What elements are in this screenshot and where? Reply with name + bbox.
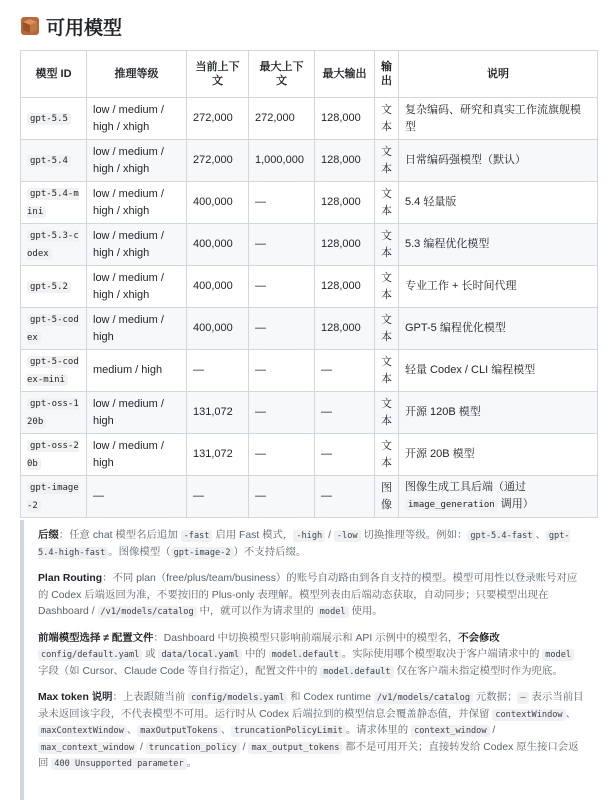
context-cell: 131,072 xyxy=(187,434,249,476)
max-output-cell: — xyxy=(315,392,375,434)
section-heading xyxy=(20,12,122,40)
note-plan-routing: Plan Routing：不同 plan（free/plus/team/business）的账号自动路由到各自支持的模型。模型可用性以登录账号对应的 Codex 后端返回为准，不要按旧的 Plus-only 表理解。模型列表由后端动态获取，自动同步；只要模型出现在 Dashboard / /v1/models/catalog 中，就可以作为请求里的 model 使用。 xyxy=(38,573,578,617)
note-suffix: 后缀：任意 chat 模型名后追加 -fast 启用 Fast 模式， -high / -low 切换推理等级。例如： gpt-5.4-fast 、 gpt-5.4-high-fast 。图像模型（ gpt-image-2 ）不支持后缀。 xyxy=(38,530,570,558)
table-row xyxy=(21,98,598,140)
output-cell: 文本 xyxy=(375,392,399,434)
max-output-cell: 128,000 xyxy=(315,308,375,350)
reasoning-cell: low / medium / high / xhigh xyxy=(87,266,187,308)
reasoning-cell: low / medium / high xyxy=(87,392,187,434)
table-row xyxy=(21,266,598,308)
note-frontend-model: 前端模型选择 ≠ 配置文件：Dashboard 中切换模型只影响前端展示和 API 示例中的模型名，不会修改 config/default.yaml 或 data/local.yaml 中的 model.default 。实际使用哪个模型取决于客户端请求中的 model 字段（如 Cursor、Claude Code 等自行指定），配置文件中的 model.default 仅在客户端未指定模型时作为兜底。 xyxy=(38,631,587,681)
max-context-cell: — xyxy=(249,434,315,476)
max-context-cell: — xyxy=(249,476,315,518)
max-output-cell: — xyxy=(315,350,375,392)
header-context: 当前上下文 xyxy=(187,51,249,98)
max-context-cell: 272,000 xyxy=(249,98,315,140)
output-cell: 文本 xyxy=(375,140,399,182)
model-id: gpt-oss-120b xyxy=(27,398,79,427)
output-cell: 文本 xyxy=(375,266,399,308)
context-cell: — xyxy=(187,476,249,518)
max-output-cell: 128,000 xyxy=(315,98,375,140)
context-cell: 400,000 xyxy=(187,224,249,266)
description-cell: 专业工作 + 长时间代理 xyxy=(399,266,598,308)
note-max-token: Max token 说明：上表跟随当前 config/models.yaml 和 Codex runtime /v1/models/catalog 元数据； — 表示当前目录未返回该字段，不代表模型不可用。运行时从 Codex 后端拉到的模型信息会覆盖静态值，并保留 contextWindow 、maxContextWindow 、 maxOutputTokens 、 truncationPolicyLimit 。请求体里的 context_window / max_context_window / truncation_policy / max_output_tokens 都不是可用开关；直接转发给 Codex 原生接口会返回 400 Unsupported parameter 。 xyxy=(38,692,584,769)
context-cell: 400,000 xyxy=(187,308,249,350)
table-row xyxy=(21,476,598,518)
description-cell: 开源 120B 模型 xyxy=(399,392,598,434)
reasoning-cell: medium / high xyxy=(87,350,187,392)
model-id: gpt-5.3-codex xyxy=(27,230,79,259)
table-row xyxy=(21,434,598,476)
header-description: 说明 xyxy=(399,51,598,98)
header-output: 输出 xyxy=(375,51,399,98)
max-context-cell: — xyxy=(249,308,315,350)
max-context-cell: — xyxy=(249,350,315,392)
max-output-cell: — xyxy=(315,434,375,476)
description-cell: 轻量 Codex / CLI 编程模型 xyxy=(399,350,598,392)
max-output-cell: 128,000 xyxy=(315,140,375,182)
box-icon xyxy=(20,16,40,36)
context-cell: 400,000 xyxy=(187,266,249,308)
output-cell: 文本 xyxy=(375,350,399,392)
output-cell: 图像 xyxy=(375,476,399,518)
description-cell: 5.4 轻量版 xyxy=(399,182,598,224)
output-cell: 文本 xyxy=(375,308,399,350)
table-row xyxy=(21,182,598,224)
table-row xyxy=(21,224,598,266)
max-output-cell: 128,000 xyxy=(315,266,375,308)
description-cell: 日常编码强模型（默认） xyxy=(399,140,598,182)
model-id: gpt-5-codex-mini xyxy=(27,356,79,385)
description-cell: 开源 20B 模型 xyxy=(399,434,598,476)
reasoning-cell: low / medium / high / xhigh xyxy=(87,182,187,224)
context-cell: 272,000 xyxy=(187,140,249,182)
context-cell: — xyxy=(187,350,249,392)
max-context-cell: — xyxy=(249,182,315,224)
model-id: gpt-oss-20b xyxy=(27,440,79,469)
description-cell: 图像生成工具后端（通过 image_generation 调用） xyxy=(399,476,598,518)
model-id: gpt-5.4 xyxy=(27,155,71,167)
reasoning-cell: low / medium / high / xhigh xyxy=(87,224,187,266)
reasoning-cell: low / medium / high xyxy=(87,434,187,476)
description-cell: GPT-5 编程优化模型 xyxy=(399,308,598,350)
context-cell: 272,000 xyxy=(187,98,249,140)
context-cell: 131,072 xyxy=(187,392,249,434)
max-output-cell: — xyxy=(315,476,375,518)
model-id: gpt-5.4-mini xyxy=(27,188,79,217)
notes-blockquote xyxy=(20,520,597,800)
table-header-row xyxy=(21,51,598,98)
max-context-cell: — xyxy=(249,266,315,308)
output-cell: 文本 xyxy=(375,224,399,266)
header-model-id: 模型 ID xyxy=(21,51,87,98)
reasoning-cell: low / medium / high / xhigh xyxy=(87,98,187,140)
max-output-cell: 128,000 xyxy=(315,224,375,266)
model-id: gpt-5-codex xyxy=(27,314,79,343)
max-output-cell: 128,000 xyxy=(315,182,375,224)
max-context-cell: 1,000,000 xyxy=(249,140,315,182)
model-id: gpt-5.5 xyxy=(27,113,71,125)
output-cell: 文本 xyxy=(375,182,399,224)
reasoning-cell: low / medium / high / xhigh xyxy=(87,140,187,182)
max-context-cell: — xyxy=(249,224,315,266)
header-max-context: 最大上下文 xyxy=(249,51,315,98)
table-row xyxy=(21,392,598,434)
output-cell: 文本 xyxy=(375,98,399,140)
description-cell: 复杂编码、研究和真实工作流旗舰模型 xyxy=(399,98,598,140)
inline-code: image_generation xyxy=(405,499,498,511)
reasoning-cell: low / medium / high xyxy=(87,308,187,350)
header-max-output: 最大输出 xyxy=(315,51,375,98)
output-cell: 文本 xyxy=(375,434,399,476)
table-row xyxy=(21,350,598,392)
model-id: gpt-5.2 xyxy=(27,281,71,293)
context-cell: 400,000 xyxy=(187,182,249,224)
table-row xyxy=(21,140,598,182)
models-table xyxy=(20,50,598,518)
page-title: 可用模型 xyxy=(46,17,123,39)
table-row xyxy=(21,308,598,350)
model-id: gpt-image-2 xyxy=(27,482,79,511)
description-cell: 5.3 编程优化模型 xyxy=(399,224,598,266)
reasoning-cell: — xyxy=(87,476,187,518)
max-context-cell: — xyxy=(249,392,315,434)
header-reasoning: 推理等级 xyxy=(87,51,187,98)
